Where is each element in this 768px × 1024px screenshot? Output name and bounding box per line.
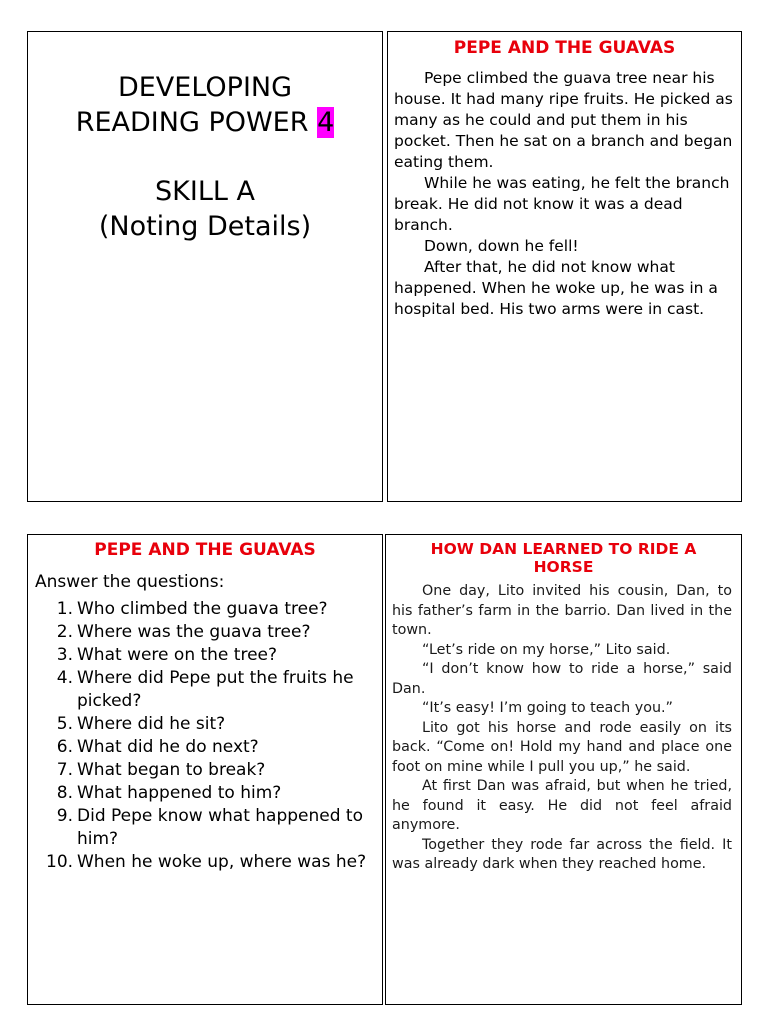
question-item — [46, 644, 376, 667]
story-paragraph: One day, Lito invited his cousin, Dan, to his father’s farm in the barrio. Dan lived in the town. — [392, 583, 732, 638]
question-item — [46, 713, 376, 736]
question-text: Who climbed the guava tree? — [77, 599, 328, 619]
question-text: When he woke up, where was he? — [77, 852, 367, 872]
question-number: 4. — [56, 668, 73, 688]
question-text: What were on the tree? — [77, 645, 278, 665]
questions-intro: Answer the questions: — [35, 572, 225, 592]
story-paragraph: “I don’t know how to ride a horse,” said Dan. — [392, 661, 732, 697]
story-paragraph: Pepe climbed the guava tree near his house. It had many ripe fruits. He picked as many as he could and put them in his pocket. Then he sat on a branch and began eating them. — [394, 69, 733, 171]
question-number: 3. — [56, 645, 73, 665]
story-paragraph: Down, down he fell! — [424, 237, 579, 255]
question-text: Where did Pepe put the fruits he picked? — [77, 668, 354, 711]
question-item — [46, 598, 376, 621]
question-text: What did he do next? — [77, 737, 259, 757]
question-item — [46, 621, 376, 644]
question-item — [46, 805, 376, 851]
question-item — [46, 736, 376, 759]
cover-title-line2 — [28, 105, 382, 140]
story-paragraph: Together they rode far across the field. It was already dark when they reached home. — [392, 836, 732, 872]
story-card-dan — [385, 534, 742, 1005]
story-paragraph: “Let’s ride on my horse,” Lito said. — [422, 641, 671, 658]
cover-title-text: READING POWER — [75, 107, 309, 138]
questions-title: PEPE AND THE GUAVAS — [94, 540, 316, 560]
story-body — [394, 68, 733, 320]
question-number: 5. — [56, 714, 73, 734]
question-number: 1. — [56, 599, 73, 619]
skill-description: (Noting Details) — [98, 211, 312, 242]
questions-card — [27, 534, 383, 1005]
question-number: 10. — [46, 852, 74, 872]
question-item — [46, 851, 376, 874]
skill-name: SKILL A — [155, 176, 255, 207]
story-title: HOW DAN LEARNED TO RIDE A HORSE — [430, 540, 697, 576]
cover-card — [27, 31, 383, 502]
question-list — [46, 598, 376, 874]
question-text: Where did he sit? — [77, 714, 226, 734]
story-paragraph: Lito got his horse and rode easily on its back. “Come on! Hold my hand and place one foot on mine while I pull you up,” he said. — [392, 719, 732, 775]
story-title: PEPE AND THE GUAVAS — [453, 38, 676, 58]
story-paragraph: After that, he did not know what happened. When he woke up, he was in a hospital bed. His two arms were in cast. — [394, 258, 718, 318]
story-paragraph: While he was eating, he felt the branch break. He did not know it was a dead branch. — [394, 174, 730, 234]
story-card-pepe — [387, 31, 742, 502]
question-text: Did Pepe know what happened to him? — [77, 806, 363, 849]
question-item — [46, 782, 376, 805]
question-item — [46, 759, 376, 782]
question-text: Where was the guava tree? — [77, 622, 311, 642]
question-number: 8. — [56, 783, 73, 803]
question-text: What began to break? — [77, 760, 266, 780]
question-text: What happened to him? — [77, 783, 282, 803]
cover-title — [28, 70, 382, 140]
story-paragraph: “It’s easy! I’m going to teach you.” — [422, 700, 673, 716]
question-item — [46, 667, 376, 713]
story-body — [392, 582, 732, 875]
question-number: 7. — [56, 760, 73, 780]
question-number: 6. — [56, 737, 73, 757]
level-number: 4 — [317, 107, 335, 138]
question-number: 2. — [56, 622, 73, 642]
cover-title-line1: DEVELOPING — [117, 72, 293, 103]
question-number: 9. — [56, 806, 73, 826]
story-paragraph: At first Dan was afraid, but when he tried, he found it easy. He did not feel afraid anymore. — [392, 778, 732, 833]
cover-skill — [28, 174, 382, 244]
